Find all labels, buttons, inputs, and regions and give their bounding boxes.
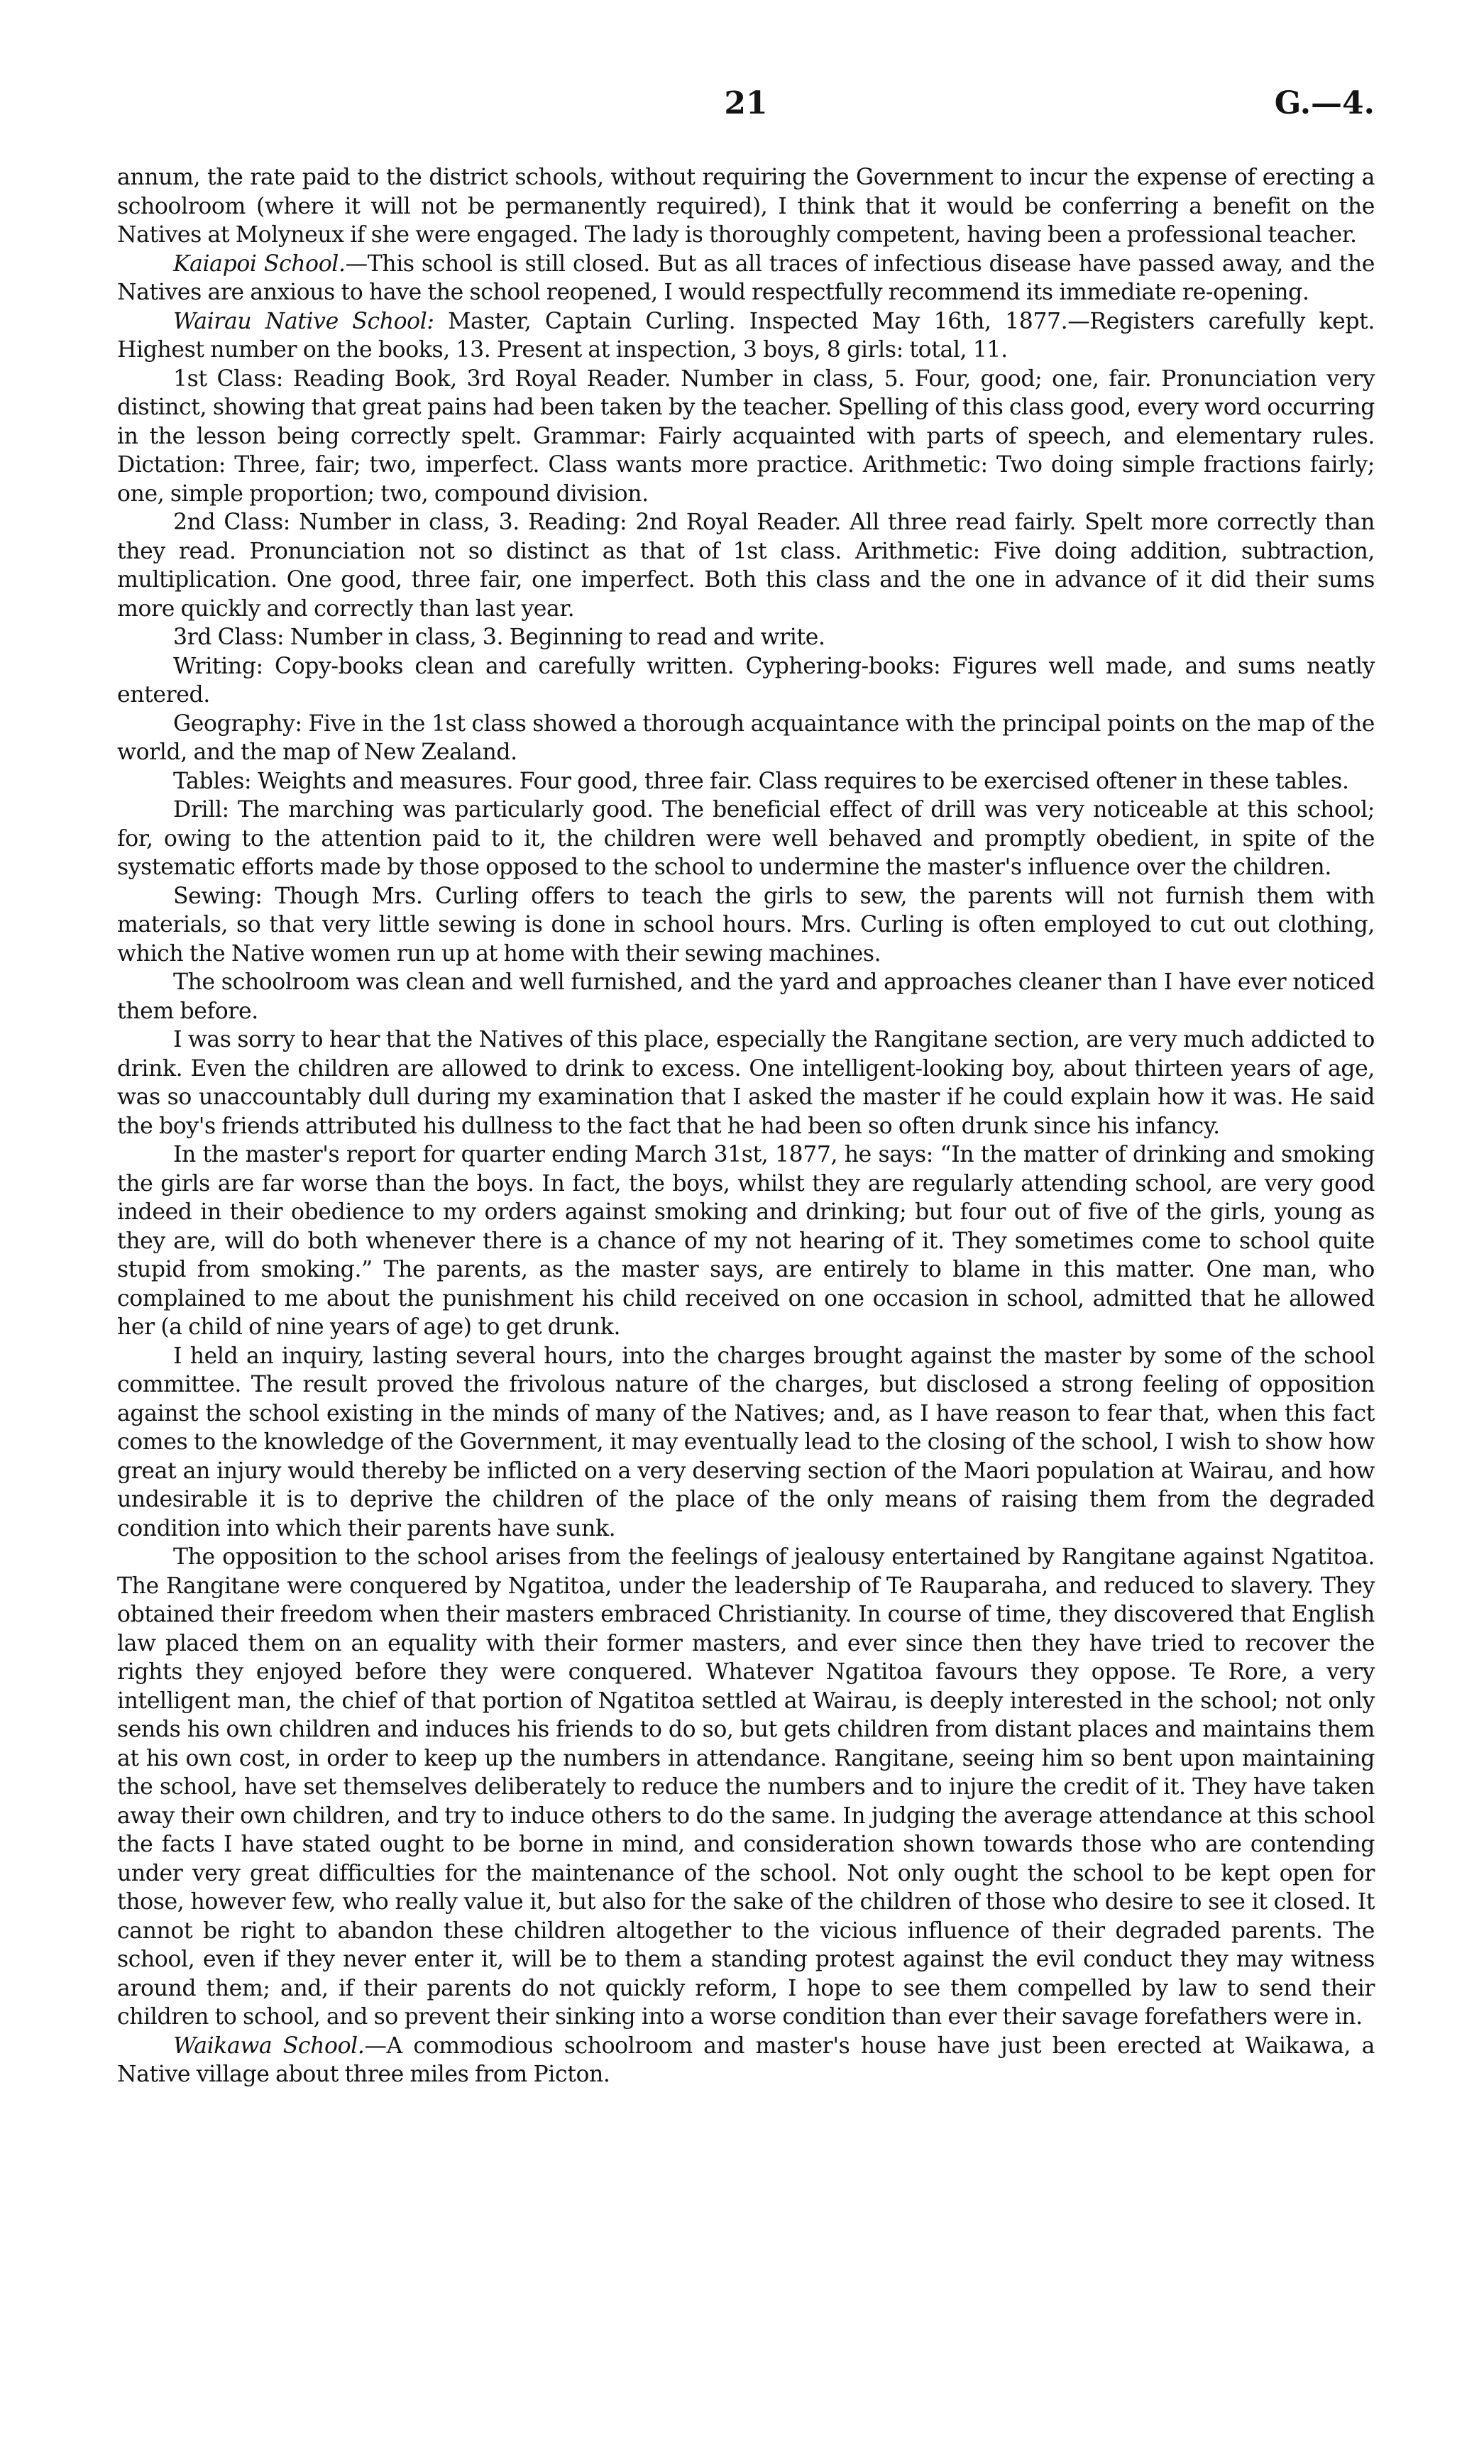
paragraph: 2nd Class: Number in class, 3. Reading: 2nd Royal Reader. All three read fairly. Spelt more correctly than they read. Pronunciation not so distinct as that of 1st class. Arithmetic: Five doing addition, subtraction, multiplication. One good, three fair, one imperfect. Both this class and the one in advance of it did their sums more quickly and correctly than last year. bbox=[117, 510, 1375, 622]
page-header bbox=[117, 85, 1375, 135]
paragraph: Tables: Weights and measures. Four good, three fair. Class requires to be exercised oftener in these tables. bbox=[173, 768, 1349, 794]
document-body bbox=[117, 163, 1375, 2089]
paragraph: Waikawa School.—A commodious schoolroom and master's house have just been erected at Waikawa, a Native village about three miles from Picton. bbox=[117, 2033, 1375, 2087]
paragraph: I was sorry to hear that the Natives of this place, especially the Rangitane section, are very much addicted to drink. Even the children are allowed to drink to excess. One intelligent-looking boy, about thirteen years of age, was so unaccountably dull during my examination that I asked the master if he could explain how it was. He said the boy's friends attributed his dullness to the fact that he had been so often drunk since his infancy. bbox=[117, 1027, 1375, 1139]
paragraph: Drill: The marching was particularly good. The beneficial effect of drill was very noticeable at this school; for, owing to the attention paid to it, the children were well behaved and promptly obedient, in spite of the systematic efforts made by those opposed to the school to undermine the master's influence over the children. bbox=[117, 797, 1375, 880]
paragraph: Sewing: Though Mrs. Curling offers to teach the girls to sew, the parents will not furnish them with materials, so that very little sewing is done in school hours. Mrs. Curling is often employed to cut out clothing, which the Native women run up at home with their sewing machines. bbox=[117, 883, 1375, 967]
paragraph: 1st Class: Reading Book, 3rd Royal Reader. Number in class, 5. Four, good; one, fair. Pronunciation very distinct, showing that great pains had been taken by the teacher. Spelling of this class good, every word occurring in the lesson being correctly spelt. Grammar: Fairly acquainted with parts of speech, and elementary rules. Dictation: Three, fair; two, imperfect. Class wants more practice. Arithmetic: Two doing simple fractions fairly; one, simple proportion; two, compound division. bbox=[117, 365, 1375, 507]
paragraph: In the master's report for quarter ending March 31st, 1877, he says: “In the matter of drinking and smoking the girls are far worse than the boys. In fact, the boys, whilst they are regularly attending school, are very good indeed in their obedience to my orders against smoking and drinking; but four out of five of the girls, young as they are, will do both whenever there is a chance of my not hearing of it. They sometimes come to school quite stupid from smoking.” The parents, as the master says, are entirely to blame in this matter. One man, who complained to me about the punishment his child received on one occasion in school, admitted that he allowed her (a child of nine years of age) to get drunk. bbox=[117, 1142, 1375, 1340]
section-heading: Kaiapoi School. bbox=[173, 251, 346, 277]
paragraph: Wairau Native School: Master, Captain Curling. Inspected May 16th, 1877.—Registers carefully kept. Highest number on the books, 13. Present at inspection, 3 boys, 8 girls: total, 11. bbox=[117, 308, 1375, 363]
paragraph: Kaiapoi School.—This school is still closed. But as all traces of infectious disease have passed away, and the Natives are anxious to have the school reopened, I would respectfully recommend its immediate re-opening. bbox=[117, 251, 1375, 305]
document-reference: G.—4. bbox=[1274, 85, 1375, 121]
paragraph: 3rd Class: Number in class, 3. Beginning to read and write. bbox=[173, 625, 825, 650]
paragraph: Geography: Five in the 1st class showed a thorough acquaintance with the principal points on the map of the world, and the map of New Zealand. bbox=[117, 710, 1375, 765]
paragraph: I held an inquiry, lasting several hours, into the charges brought against the master by some of the school committee. The result proved the frivolous nature of the charges, but disclosed a strong feeling of opposition against the school existing in the minds of many of the Natives; and, as I have reason to fear that, when this fact comes to the knowledge of the Government, it may eventually lead to the closing of the school, I wish to show how great an injury would thereby be inflicted on a very deserving section of the Maori population at Wairau, and how undesirable it is to deprive the children of the place of the only means of raising them from the degraded condition into which their parents have sunk. bbox=[117, 1343, 1375, 1541]
section-heading: Wairau Native School: bbox=[173, 308, 434, 334]
paragraph: annum, the rate paid to the district schools, without requiring the Government to incur the expense of erecting a schoolroom (where it will not be permanently required), I think that it would be conferring a benefit on the Natives at Molyneux if she were engaged. The lady is thoroughly competent, having been a professional teacher. bbox=[117, 165, 1375, 248]
paragraph: The schoolroom was clean and well furnished, and the yard and approaches cleaner than I have ever noticed them before. bbox=[117, 969, 1375, 1024]
page-number: 21 bbox=[724, 85, 768, 121]
section-heading: Waikawa School. bbox=[173, 2033, 365, 2059]
paragraph: The opposition to the school arises from the feelings of jealousy entertained by Rangitane against Ngatitoa. The Rangitane were conquered by Ngatitoa, under the leadership of Te Rauparaha, and reduced to slavery. They obtained their freedom when their masters embraced Christianity. In course of time, they discovered that English law placed them on an equality with their former masters, and ever since then they have tried to recover the rights they enjoyed before they were conquered. Whatever Ngatitoa favours they oppose. Te Rore, a very intelligent man, the chief of that portion of Ngatitoa settled at Wairau, is deeply interested in the school; not only sends his own children and induces his friends to do so, but gets children from distant places and maintains them at his own cost, in order to keep up the numbers in attendance. Rangitane, seeing him so bent upon maintaining the school, have set themselves deliberately to reduce the numbers and to injure the credit of it. They have taken away their own children, and try to induce others to do the same. In judging the average attendance at this school the facts I have stated ought to be borne in mind, and consideration shown towards those who are contending under very great difficulties for the maintenance of the school. Not only ought the school to be kept open for those, however few, who really value it, but also for the sake of the children of those who desire to see it closed. It cannot be right to abandon these children altogether to the vicious influence of their degraded parents. The school, even if they never enter it, will be to them a standing protest against the evil conduct they may witness around them; and, if their parents do not quickly reform, I hope to see them compelled by law to send their children to school, and so prevent their sinking into a worse condition than ever their savage forefathers were in. bbox=[117, 1544, 1375, 2030]
paragraph: Writing: Copy-books clean and carefully written. Cyphering-books: Figures well made, and sums neatly entered. bbox=[117, 653, 1375, 708]
